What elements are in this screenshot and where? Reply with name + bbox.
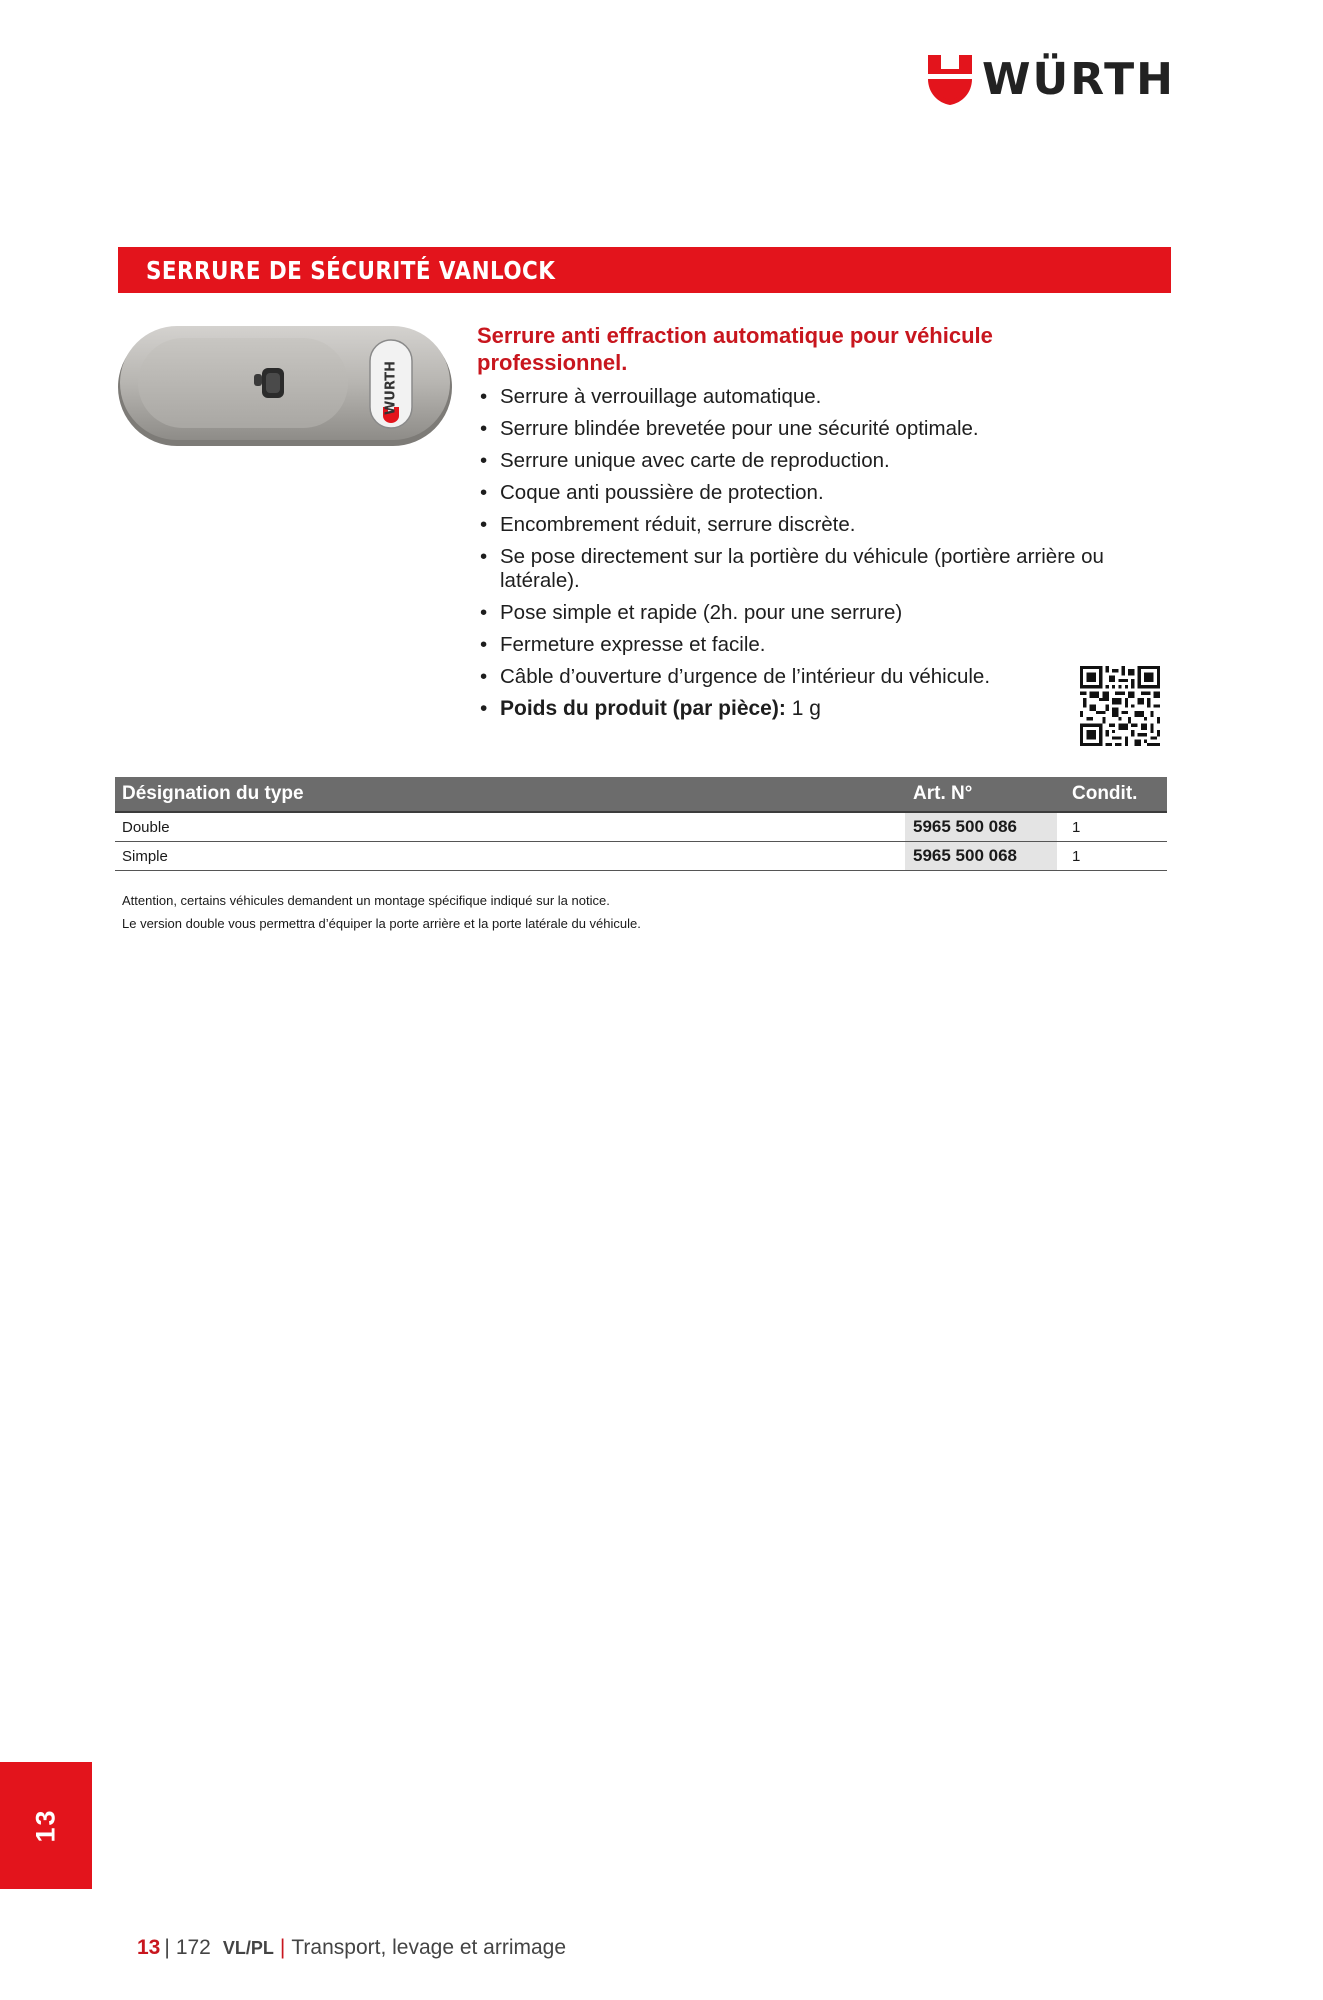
- wurth-logo: [928, 54, 1175, 106]
- header-cond: Condit.: [1065, 777, 1167, 812]
- cell-cond: 1: [1065, 812, 1167, 842]
- title-banner: [118, 247, 1171, 293]
- feature-item: • Se pose directement sur la portière du véhicule (portière arrière ou latérale).: [477, 545, 1137, 592]
- product-headline: Serrure anti effraction automatique pour véhicule professionnel.: [477, 323, 993, 375]
- cell-type: Simple: [115, 842, 905, 871]
- page-total: 172: [175, 1936, 211, 1959]
- wurth-logo-icon: [928, 55, 972, 105]
- weight-value: 1 g: [791, 696, 821, 720]
- cell-art: 5965 500 086: [905, 812, 1057, 842]
- vanlock-product-image: [116, 322, 454, 450]
- product-brand-label: WURTH: [383, 360, 399, 416]
- footer-section: Transport, levage et arrimage: [291, 1936, 567, 1959]
- feature-item: • Serrure blindée brevetée pour une sécurité optimale.: [477, 417, 1137, 441]
- qr-code-icon[interactable]: [1080, 666, 1160, 746]
- feature-item: • Coque anti poussière de protection.: [477, 481, 1137, 505]
- chapter-number: 13: [30, 1808, 61, 1843]
- article-table: [115, 777, 1167, 871]
- feature-item: • Serrure à verrouillage automatique.: [477, 385, 1137, 409]
- table-header-row: [115, 777, 1167, 812]
- note-line: Le version double vous permettra d’équiper la porte arrière et la porte latérale du véhicule.: [122, 916, 641, 931]
- product-weight: [477, 697, 1137, 721]
- feature-item: • Pose simple et rapide (2h. pour une serrure): [477, 601, 1137, 625]
- table-row: [115, 812, 1167, 842]
- header-type: Désignation du type: [115, 777, 905, 812]
- feature-item: • Encombrement réduit, serrure discrète.: [477, 513, 1137, 537]
- footer-category: VL/PL: [222, 1938, 274, 1958]
- feature-item: • Serrure unique avec carte de reproduction.: [477, 449, 1137, 473]
- table-row: [115, 842, 1167, 871]
- cell-art: 5965 500 068: [905, 842, 1057, 871]
- cell-cond: 1: [1065, 842, 1167, 871]
- note-line: Attention, certains véhicules demandent un montage spécifique indiqué sur la notice.: [122, 893, 610, 908]
- feature-item: • Câble d’ouverture d’urgence de l’intérieur du véhicule.: [477, 665, 1137, 689]
- header-art: Art. N°: [905, 777, 1057, 812]
- brand-name: WÜRTH: [982, 54, 1176, 105]
- page-number: 13: [137, 1936, 161, 1959]
- notes: [122, 889, 641, 935]
- chapter-tab: [0, 1762, 92, 1889]
- page-footer: 13 | 172 VL/PL | Transport, levage et arrimage: [137, 1936, 567, 1959]
- weight-label: Poids du produit (par pièce):: [500, 696, 786, 720]
- page-title: SERRURE DE SÉCURITÉ VANLOCK: [146, 255, 556, 285]
- feature-item: • Fermeture expresse et facile.: [477, 633, 1137, 657]
- cell-type: Double: [115, 812, 905, 842]
- feature-list: [477, 385, 1137, 729]
